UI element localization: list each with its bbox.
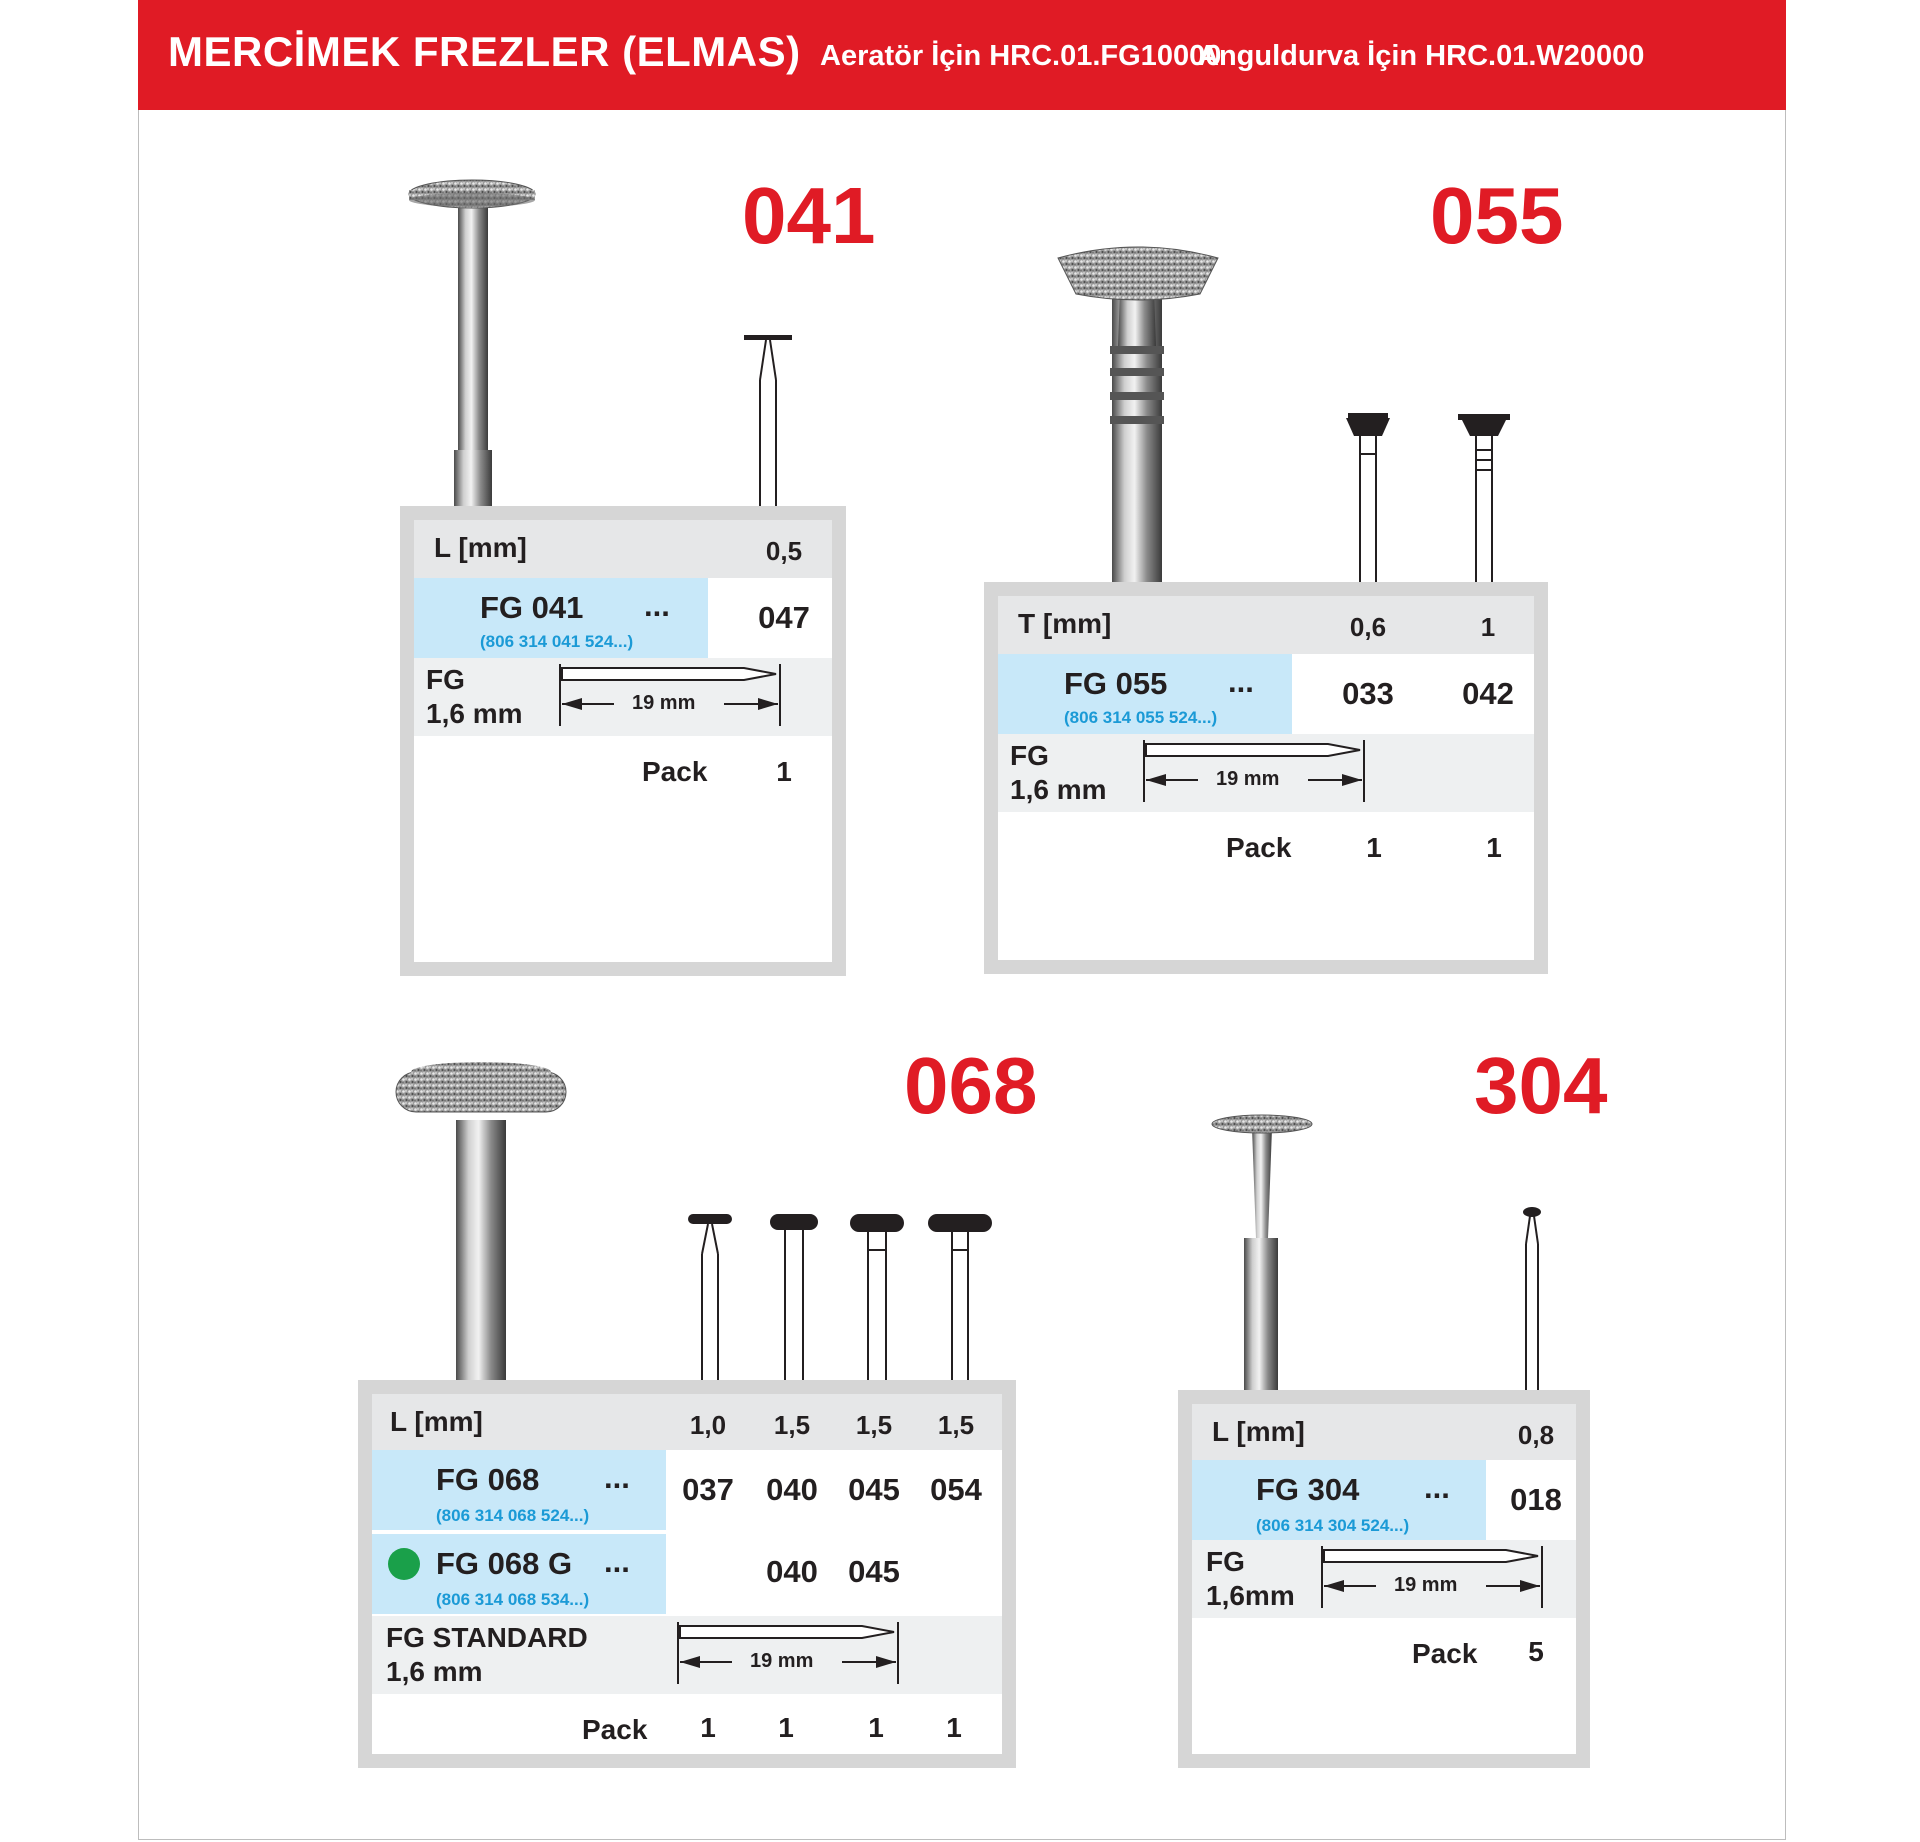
size-header-row [998,596,1534,654]
fg-dots: ... [644,588,670,623]
fg-name-cell [1192,1460,1486,1540]
size-value-2: 1 [1480,612,1496,642]
shank-length: 19 mm [632,692,696,714]
shank-type: FG [1206,1546,1245,1577]
shank-diameter: 1,6 mm [1010,774,1107,805]
size-value: 0,8 [1517,1420,1555,1450]
size-header-row [414,520,832,578]
bur-photo-304 [1206,1108,1316,1398]
pack-value-2: 1 [778,1712,794,1743]
fg-g-dots: ... [604,1544,630,1579]
pack-label: Pack [1226,832,1292,863]
variant-045: 045 [848,1472,900,1507]
dim-label: L [mm] [1212,1416,1305,1447]
shank-type: FG STANDARD [386,1622,588,1653]
variant-042: 042 [1462,676,1514,711]
bur-drawing-068-4 [926,1210,994,1385]
fg-g-name-cell [372,1534,666,1614]
variant-018: 018 [1510,1482,1562,1517]
pack-label: Pack [1412,1638,1478,1669]
bur-drawing-055-2 [1456,410,1516,585]
fg-name-cell [998,654,1292,734]
shank-row [414,658,832,736]
fg-ref: (806 314 068 524...) [436,1506,590,1525]
shank-length: 19 mm [1216,768,1280,790]
spec-card-041 [400,506,846,976]
product-code-068: 068 [904,1041,1038,1130]
fg-g-ref: (806 314 068 534...) [436,1590,590,1609]
variant-037: 037 [682,1472,734,1507]
dim-label: T [mm] [1018,608,1112,639]
pack-value: 1 [776,756,792,787]
pack-label: Pack [582,1714,648,1745]
fg-name: FG 041 [480,590,584,625]
fg-dots: ... [1228,664,1254,699]
shank-diameter: 1,6 mm [426,698,523,729]
fg-dots: ... [604,1460,630,1495]
product-code-055: 055 [1430,171,1564,260]
pack-label: Pack [642,756,708,787]
dim-label: L [mm] [434,532,527,563]
fg-name-cell [372,1450,666,1530]
green-dot-icon [388,1548,420,1580]
anguldurva-code: Anguldurva İçin HRC.01.W20000 [1198,40,1645,72]
shank-row [372,1616,1002,1694]
product-code-304: 304 [1474,1041,1608,1130]
bur-drawing-041 [738,330,798,510]
size-value-4: 1,5 [937,1410,975,1440]
shank-type: FG [426,664,465,695]
bur-drawing-055-1 [1340,410,1400,585]
fg-ref: (806 314 041 524...) [480,632,634,651]
shank-row [1192,1540,1576,1618]
size-value: 0,5 [765,536,803,566]
fg-ref: (806 314 304 524...) [1256,1516,1410,1535]
product-code-041: 041 [742,171,876,260]
bur-drawing-068-1 [686,1210,736,1385]
pack-value: 5 [1528,1636,1544,1667]
bur-drawing-068-2 [768,1210,822,1385]
fg-dots: ... [1424,1470,1450,1505]
variant-047: 047 [758,600,810,635]
bur-photo-041 [400,170,580,510]
g-variant-040: 040 [766,1554,818,1589]
spec-card-304 [1178,1390,1590,1768]
bur-photo-068 [390,1060,580,1390]
pack-value-1: 1 [1366,832,1382,863]
spec-card-068 [358,1380,1016,1768]
variant-033: 033 [1342,676,1394,711]
spec-card-055 [984,582,1548,974]
size-value-3: 1,5 [855,1410,893,1440]
page-title: MERCİMEK FREZLER (ELMAS) [168,28,801,75]
bur-photo-055 [1050,236,1230,586]
g-variant-045: 045 [848,1554,900,1589]
size-header-row [1192,1404,1576,1460]
pack-value-2: 1 [1486,832,1502,863]
variant-040: 040 [766,1472,818,1507]
shank-type: FG [1010,740,1049,771]
pack-value-3: 1 [868,1712,884,1743]
bur-drawing-304 [1512,1204,1552,1394]
fg-name-cell [414,578,708,658]
aerator-code: Aeratör İçin HRC.01.FG10000 [820,40,1222,72]
variant-054: 054 [930,1472,982,1507]
pack-value-4: 1 [946,1712,962,1743]
dim-label: L [mm] [390,1406,483,1437]
pack-value-1: 1 [700,1712,716,1743]
shank-diameter: 1,6 mm [386,1656,483,1687]
fg-name: FG 068 [436,1462,540,1497]
size-value-1: 1,0 [689,1410,727,1440]
fg-g-name: FG 068 G [436,1546,573,1581]
size-value-2: 1,5 [773,1410,811,1440]
size-header-row [372,1394,1002,1450]
fg-ref: (806 314 055 524...) [1064,708,1218,727]
size-value-1: 0,6 [1349,612,1387,642]
shank-length: 19 mm [1394,1574,1458,1596]
fg-name: FG 055 [1064,666,1168,701]
shank-diameter: 1,6mm [1206,1580,1295,1611]
shank-row [998,734,1534,812]
fg-name: FG 304 [1256,1472,1360,1507]
header-banner [138,0,1786,110]
shank-length: 19 mm [750,1650,814,1672]
bur-drawing-068-3 [848,1210,906,1385]
